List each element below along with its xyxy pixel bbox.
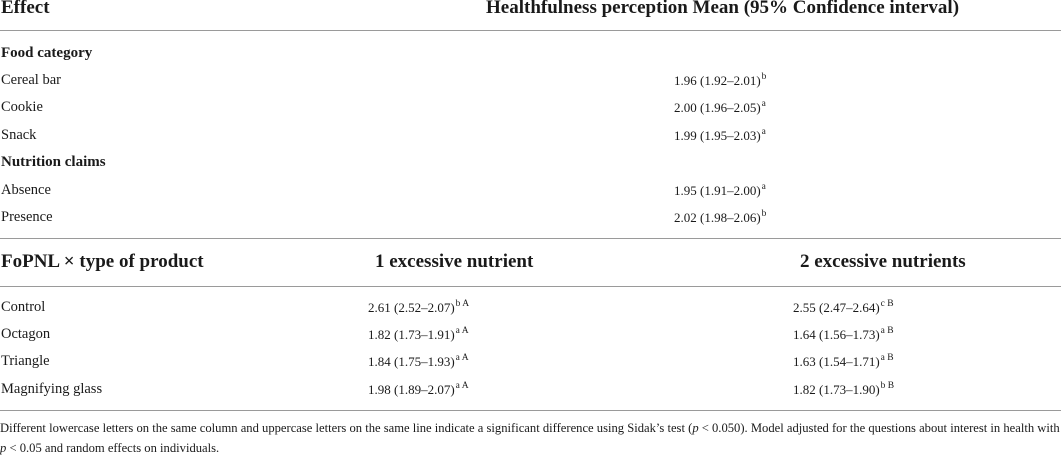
row-value-control-1: 2.61 $(2.52-2.07)^{b A}$ [368,299,470,315]
row-label-snack: Snack [1,127,37,143]
header-mean-ci: Healthfulness perception Mean (95% Confidence interval) [486,0,960,18]
row-label-control: Control [1,299,46,315]
rule-middle [0,238,1061,239]
header-effect: Effect [1,0,50,18]
row-label-cereal-bar: Cereal bar [1,72,61,88]
row-value-octagon-1: 1.82 $(1.73-1.91)^{a A}$ [368,326,469,342]
row-value-triangle-2: 1.63 $(1.54-1.71)^{a B}$ [793,353,894,369]
header-fopnl-type: FoPNL × type of product [1,251,204,272]
row-label-octagon: Octagon [1,326,51,342]
row-value-snack: 1.99 $(1.95-2.03)^a$ [674,127,766,143]
rule-header2 [0,286,1061,287]
section-nutrition-claims: Nutrition claims [1,154,106,170]
row-value-triangle-1: 1.84 $(1.75-1.93)^{a A}$ [368,353,469,369]
row-value-absence: 1.95 $(1.91-2.00)^a$ [674,182,766,198]
header-one-excessive: 1 excessive nutrient [375,251,534,272]
row-value-control-2: 2.55 $(2.47-2.64)^{c B}$ [793,299,894,315]
row-label-triangle: Triangle [1,353,50,369]
row-value-cookie: 2.00 $(1.96-2.05)^a$ [674,99,766,115]
row-label-magnifying-glass: Magnifying glass [1,381,103,397]
row-value-magnifying-glass-2: 1.82 $(1.73-1.90)^{b B}$ [793,381,895,397]
row-label-presence: Presence [1,209,53,225]
table-footnote: Different lowercase letters on the same column and uppercase letters on the same line indicate a significant difference using Sidak’s test (p < 0.050). Model adjusted for the questions about interest in health with p < 0.05 and random effects on individuals. [0,421,1060,455]
row-value-octagon-2: 1.64 $(1.56-1.73)^{a B}$ [793,326,894,342]
rule-bottom [0,410,1061,411]
row-value-cereal-bar: 1.96 $(1.92-2.01)^b$ [674,72,767,88]
header-two-excessive: 2 excessive nutrients [800,251,966,272]
rule-top [0,30,1061,31]
row-label-cookie: Cookie [1,99,43,115]
section-food-category: Food category [1,45,93,61]
row-label-absence: Absence [1,182,51,198]
row-value-magnifying-glass-1: 1.98 $(1.89-2.07)^{a A}$ [368,381,469,397]
row-value-presence: 2.02 $(1.98-2.06)^b$ [674,209,767,225]
